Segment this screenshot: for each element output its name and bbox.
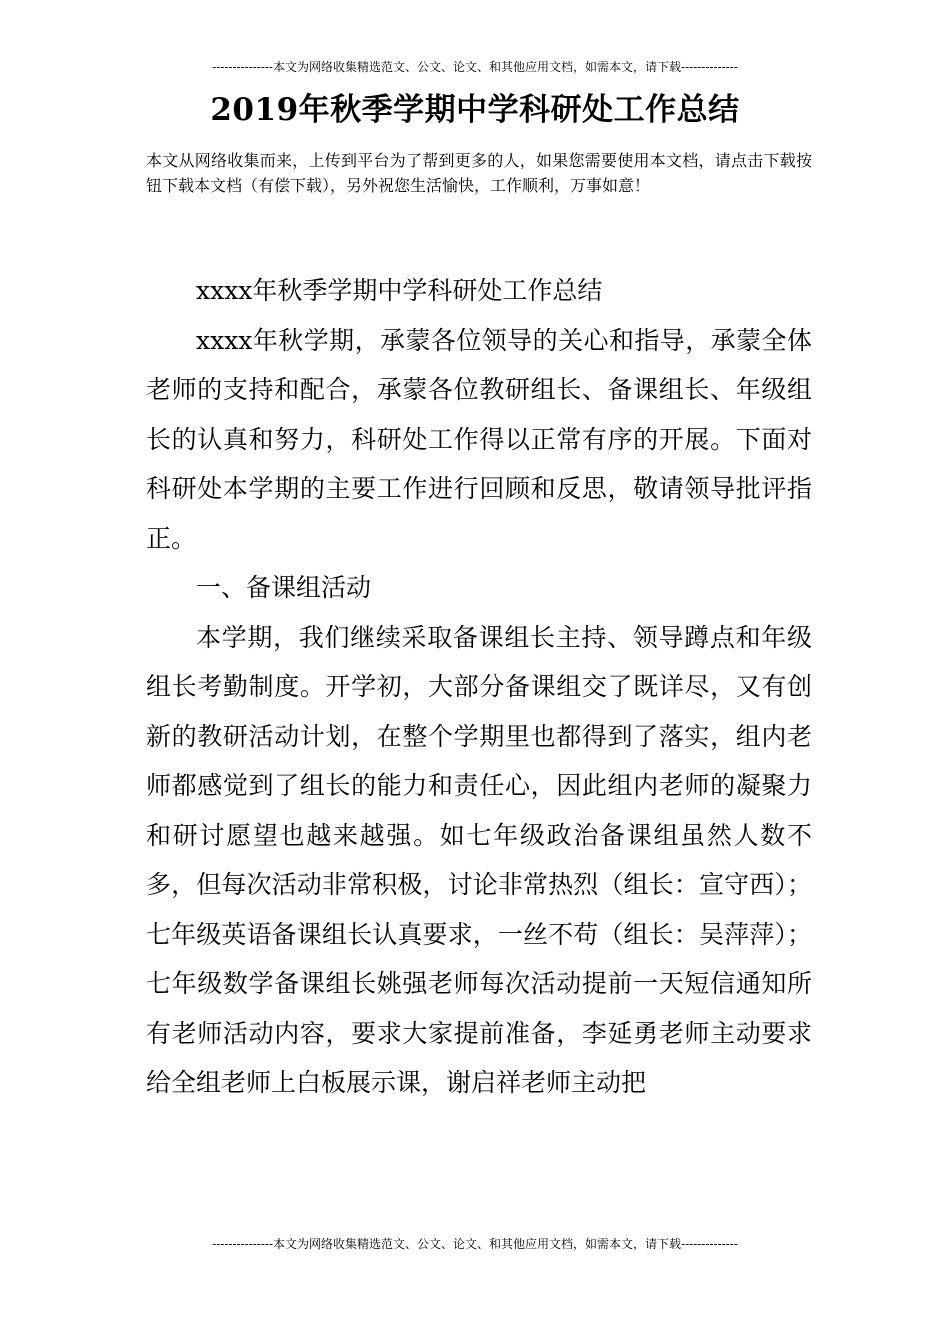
body-paragraph: 本学期，我们继续采取备课组长主持、领导蹲点和年级组长考勤制度。开学初，大部分备课组交了既详尽，又有创新的教研活动计划，在整个学期里也都得到了落实，组内老师都感觉到了组长的能力和责任心，因此组内老师的凝聚力和研讨愿望也越来越强。如七年级政治备课组虽然人数不多，但每次活动非常积极，讨论非常热烈（组长：宣守西）；七年级英语备课组长认真要求，一丝不苟（组长：吴萍萍）；七年级数学备课组长姚强老师每次活动提前一天短信通知所有老师活动内容，要求大家提前准备，李延勇老师主动要求给全组老师上白板展示课，谢启祥老师主动把 <box>146 622 812 1097</box>
document-body <box>146 266 812 1108</box>
body-heading: xxxx年秋季学期中学科研处工作总结 <box>196 276 603 305</box>
header-note: ---------------本文为网络收集精选范文、公文、论文、和其他应用文档，如需本文，请下载-------------- <box>212 60 738 74</box>
section-heading: 一、备课组活动 <box>196 573 372 602</box>
document-title: 2019年秋季学期中学科研处工作总结 <box>210 92 740 128</box>
intro-text: 本文从网络收集而来，上传到平台为了帮到更多的人，如果您需要使用本文档，请点击下载按钮下载本文档（有偿下载），另外祝您生活愉快，工作顺利，万事如意！ <box>146 151 812 195</box>
body-paragraph: xxxx年秋学期，承蒙各位领导的关心和指导，承蒙全体老师的支持和配合，承蒙各位教研组长、备课组长、年级组长的认真和努力，科研处工作得以正常有序的开展。下面对科研处本学期的主要工作进行回顾和反思，敬请领导批评指正。 <box>146 325 812 553</box>
footer-note: ---------------本文为网络收集精选范文、公文、论文、和其他应用文档，如需本文，请下载-------------- <box>212 1237 738 1251</box>
